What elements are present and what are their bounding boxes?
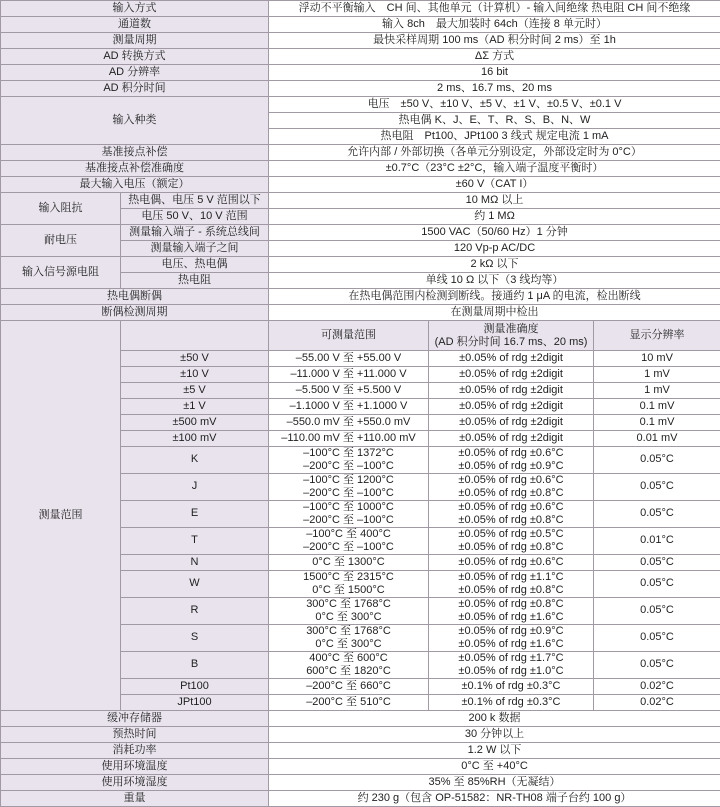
accuracy-line2: ±0.05% of rdg ±1.0°C (431, 665, 591, 678)
range-type-cell: ±100 mV (121, 431, 269, 447)
header-display-resolution: 显示分辨率 (594, 321, 720, 351)
range-line2: –200°C 至 –100°C (271, 460, 426, 473)
group-label: 输入种类 (1, 97, 269, 145)
sub-label: 热电偶、电压 5 V 范围以下 (121, 193, 269, 209)
spec-row (1, 726, 720, 742)
accuracy-cell (429, 500, 594, 527)
range-line2: –200°C 至 –100°C (271, 541, 426, 554)
resolution-cell: 0.01 mV (594, 431, 720, 447)
accuracy-cell (429, 624, 594, 651)
spec-value: 0°C 至 +40°C (269, 758, 720, 774)
accuracy-line2: ±0.05% of rdg ±1.6°C (431, 611, 591, 624)
accuracy-line1: ±0.05% of rdg ±0.5°C (431, 528, 591, 541)
range-type-cell: ±1 V (121, 399, 269, 415)
range-cell (269, 473, 429, 500)
spec-value: 单线 10 Ω 以下（3 线均等） (269, 273, 720, 289)
spec-row (1, 742, 720, 758)
accuracy-line1: ±0.05% of rdg ±0.6°C (431, 501, 591, 514)
group-label: 耐电压 (1, 225, 121, 257)
range-cell: –11.000 V 至 +11.000 V (269, 367, 429, 383)
accuracy-line1: ±0.05% of rdg ±0.6°C (431, 447, 591, 460)
range-cell: –5.500 V 至 +5.500 V (269, 383, 429, 399)
spec-row (1, 161, 720, 177)
spec-value: 35% 至 85%RH（无凝结） (269, 774, 720, 790)
header-accuracy-line2: (AD 积分时间 16.7 ms、20 ms) (431, 336, 591, 349)
header-measurable-range: 可测量范围 (269, 321, 429, 351)
range-line2: –200°C 至 –100°C (271, 514, 426, 527)
spec-row (1, 289, 720, 305)
range-line2: 0°C 至 300°C (271, 611, 426, 624)
accuracy-cell: ±0.05% of rdg ±2digit (429, 383, 594, 399)
spec-label: 通道数 (1, 17, 269, 33)
spec-label: 测量周期 (1, 33, 269, 49)
spec-row (1, 305, 720, 321)
measurement-header-row (1, 321, 720, 351)
resolution-cell: 0.05°C (594, 624, 720, 651)
range-line2: –200°C 至 –100°C (271, 487, 426, 500)
resolution-cell: 1 mV (594, 383, 720, 399)
measurement-header-spacer (121, 321, 269, 351)
resolution-cell: 1 mV (594, 367, 720, 383)
spec-row (1, 257, 720, 273)
accuracy-line1: ±0.05% of rdg ±0.6°C (431, 474, 591, 487)
accuracy-line2: ±0.05% of rdg ±0.8°C (431, 541, 591, 554)
range-line1: 1500°C 至 2315°C (271, 571, 426, 584)
range-line1: –100°C 至 1372°C (271, 447, 426, 460)
accuracy-line1: ±0.05% of rdg ±1.1°C (431, 571, 591, 584)
spec-label: 断偶检测周期 (1, 305, 269, 321)
spec-value: ±60 V（CAT I） (269, 177, 720, 193)
range-line1: –100°C 至 1000°C (271, 501, 426, 514)
spec-value: 最快采样周期 100 ms（AD 积分时间 2 ms）至 1h (269, 33, 720, 49)
accuracy-cell (429, 473, 594, 500)
spec-row (1, 758, 720, 774)
spec-row (1, 17, 720, 33)
spec-row (1, 49, 720, 65)
spec-value: ±0.7°C（23°C ±2°C，输入端子温度平衡时） (269, 161, 720, 177)
spec-value: 约 1 MΩ (269, 209, 720, 225)
spec-label: 缓冲存储器 (1, 710, 269, 726)
range-cell: –550.0 mV 至 +550.0 mV (269, 415, 429, 431)
range-cell (269, 500, 429, 527)
spec-row (1, 710, 720, 726)
accuracy-cell: ±0.05% of rdg ±2digit (429, 367, 594, 383)
spec-label: 预热时间 (1, 726, 269, 742)
range-type-cell: S (121, 624, 269, 651)
accuracy-cell: ±0.1% of rdg ±0.3°C (429, 694, 594, 710)
range-type-cell: JPt100 (121, 694, 269, 710)
accuracy-cell: ±0.05% of rdg ±2digit (429, 351, 594, 367)
accuracy-cell: ±0.05% of rdg ±2digit (429, 399, 594, 415)
spec-row (1, 65, 720, 81)
range-cell: –200°C 至 510°C (269, 694, 429, 710)
range-line1: 300°C 至 1768°C (271, 625, 426, 638)
spec-value: 200 k 数据 (269, 710, 720, 726)
spec-label: AD 分辨率 (1, 65, 269, 81)
accuracy-cell (429, 447, 594, 474)
accuracy-line2: ±0.05% of rdg ±0.9°C (431, 460, 591, 473)
spec-label: 消耗功率 (1, 742, 269, 758)
sub-label: 热电阻 (121, 273, 269, 289)
accuracy-cell: ±0.05% of rdg ±2digit (429, 415, 594, 431)
spec-value: 输入 8ch 最大加装时 64ch（连接 8 单元时） (269, 17, 720, 33)
range-cell: –1.1000 V 至 +1.1000 V (269, 399, 429, 415)
spec-label: 重量 (1, 790, 269, 806)
accuracy-line1: ±0.05% of rdg ±0.8°C (431, 598, 591, 611)
accuracy-line2: ±0.05% of rdg ±0.8°C (431, 487, 591, 500)
spec-value: 10 MΩ 以上 (269, 193, 720, 209)
spec-value: 2 kΩ 以下 (269, 257, 720, 273)
spec-value: 120 Vp-p AC/DC (269, 241, 720, 257)
resolution-cell: 0.05°C (594, 500, 720, 527)
range-type-cell: ±5 V (121, 383, 269, 399)
spec-label: 基准接点补偿准确度 (1, 161, 269, 177)
resolution-cell: 0.1 mV (594, 415, 720, 431)
resolution-cell: 0.05°C (594, 473, 720, 500)
group-label: 输入信号源电阻 (1, 257, 121, 289)
range-type-cell: T (121, 527, 269, 554)
range-type-cell: B (121, 651, 269, 678)
accuracy-cell (429, 651, 594, 678)
spec-label: AD 转换方式 (1, 49, 269, 65)
spec-value: 2 ms、16.7 ms、20 ms (269, 81, 720, 97)
sub-label: 电压 50 V、10 V 范围 (121, 209, 269, 225)
resolution-cell: 0.02°C (594, 694, 720, 710)
accuracy-line2: ±0.05% of rdg ±0.8°C (431, 584, 591, 597)
range-line1: 400°C 至 600°C (271, 652, 426, 665)
sub-label: 测量输入端子 - 系统总线间 (121, 225, 269, 241)
spec-value: 电压 ±50 V、±10 V、±5 V、±1 V、±0.5 V、±0.1 V (269, 97, 720, 113)
accuracy-cell (429, 527, 594, 554)
resolution-cell: 0.02°C (594, 678, 720, 694)
spec-row (1, 177, 720, 193)
accuracy-cell (429, 570, 594, 597)
range-type-cell: W (121, 570, 269, 597)
range-type-cell: N (121, 554, 269, 570)
range-cell: 0°C 至 1300°C (269, 554, 429, 570)
resolution-cell: 0.05°C (594, 597, 720, 624)
range-line2: 0°C 至 1500°C (271, 584, 426, 597)
spec-value: 30 分钟以上 (269, 726, 720, 742)
range-line2: 600°C 至 1820°C (271, 665, 426, 678)
header-accuracy-line1: 测量准确度 (431, 323, 591, 336)
range-line2: 0°C 至 300°C (271, 638, 426, 651)
sub-label: 电压、热电偶 (121, 257, 269, 273)
accuracy-line1: ±0.05% of rdg ±1.7°C (431, 652, 591, 665)
spec-row (1, 81, 720, 97)
resolution-cell: 0.05°C (594, 570, 720, 597)
spec-value: 在测量周期中检出 (269, 305, 720, 321)
spec-value: 1.2 W 以下 (269, 742, 720, 758)
range-cell (269, 447, 429, 474)
group-label: 输入阻抗 (1, 193, 121, 225)
range-type-cell: R (121, 597, 269, 624)
spec-label: 输入方式 (1, 1, 269, 17)
spec-value: 热电阻 Pt100、JPt100 3 线式 规定电流 1 mA (269, 129, 720, 145)
sub-label: 测量输入端子之间 (121, 241, 269, 257)
spec-value: 热电偶 K、J、E、T、R、S、B、N、W (269, 113, 720, 129)
range-cell: –55.00 V 至 +55.00 V (269, 351, 429, 367)
resolution-cell: 0.05°C (594, 447, 720, 474)
spec-value: 1500 VAC（50/60 Hz）1 分钟 (269, 225, 720, 241)
measurement-range-label: 测量范围 (1, 321, 121, 711)
spec-row (1, 97, 720, 113)
spec-label: 使用环境温度 (1, 758, 269, 774)
accuracy-line1: ±0.05% of rdg ±0.9°C (431, 625, 591, 638)
range-line1: –100°C 至 400°C (271, 528, 426, 541)
spec-label: 基准接点补偿 (1, 145, 269, 161)
spec-row (1, 33, 720, 49)
spec-value: 允许内部 / 外部切换（各单元分别设定，外部设定时为 0°C） (269, 145, 720, 161)
range-cell: –110.00 mV 至 +110.00 mV (269, 431, 429, 447)
spec-label: 最大输入电压（额定） (1, 177, 269, 193)
range-cell (269, 624, 429, 651)
resolution-cell: 0.1 mV (594, 399, 720, 415)
range-cell (269, 570, 429, 597)
accuracy-cell: ±0.05% of rdg ±0.6°C (429, 554, 594, 570)
resolution-cell: 0.05°C (594, 554, 720, 570)
spec-value: 浮动不平衡输入 CH 间、其他单元（计算机）- 输入间绝缘 热电阻 CH 间不绝缘 (269, 1, 720, 17)
spec-row (1, 1, 720, 17)
spec-row (1, 774, 720, 790)
spec-row (1, 225, 720, 241)
range-cell (269, 597, 429, 624)
accuracy-line2: ±0.05% of rdg ±1.6°C (431, 638, 591, 651)
resolution-cell: 0.01°C (594, 527, 720, 554)
accuracy-cell: ±0.05% of rdg ±2digit (429, 431, 594, 447)
spec-row (1, 790, 720, 806)
spec-label: AD 积分时间 (1, 81, 269, 97)
spec-value: ΔΣ 方式 (269, 49, 720, 65)
range-type-cell: K (121, 447, 269, 474)
spec-value: 约 230 g（包含 OP-51582：NR-TH08 端子台约 100 g） (269, 790, 720, 806)
spec-row (1, 193, 720, 209)
range-cell: –200°C 至 660°C (269, 678, 429, 694)
range-cell (269, 527, 429, 554)
range-type-cell: ±10 V (121, 367, 269, 383)
range-type-cell: ±500 mV (121, 415, 269, 431)
spec-value: 16 bit (269, 65, 720, 81)
spec-row (1, 145, 720, 161)
spec-label: 使用环境湿度 (1, 774, 269, 790)
range-cell (269, 651, 429, 678)
range-line1: –100°C 至 1200°C (271, 474, 426, 487)
spec-value: 在热电偶范围内检测到断线。接通约 1 μA 的电流，检出断线 (269, 289, 720, 305)
range-line1: 300°C 至 1768°C (271, 598, 426, 611)
header-accuracy (429, 321, 594, 351)
accuracy-line2: ±0.05% of rdg ±0.8°C (431, 514, 591, 527)
accuracy-cell: ±0.1% of rdg ±0.3°C (429, 678, 594, 694)
range-type-cell: E (121, 500, 269, 527)
resolution-cell: 0.05°C (594, 651, 720, 678)
spec-label: 热电偶断偶 (1, 289, 269, 305)
range-type-cell: Pt100 (121, 678, 269, 694)
resolution-cell: 10 mV (594, 351, 720, 367)
range-type-cell: J (121, 473, 269, 500)
accuracy-cell (429, 597, 594, 624)
range-type-cell: ±50 V (121, 351, 269, 367)
